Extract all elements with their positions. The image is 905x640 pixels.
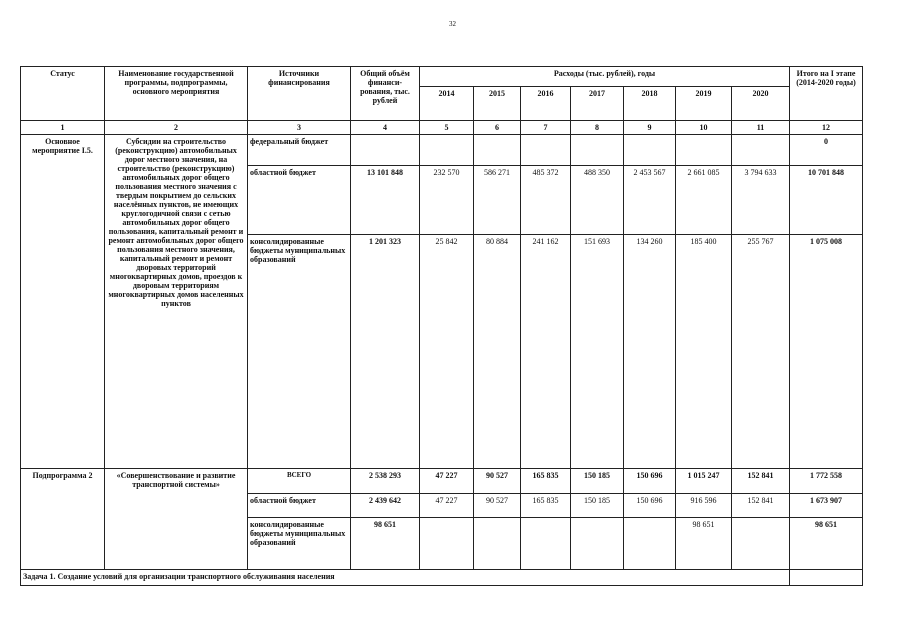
year-cell (474, 518, 521, 570)
year-cell: 134 260 (624, 235, 676, 469)
source-cell: ВСЕГО (248, 469, 351, 494)
header-year: 2015 (474, 87, 521, 121)
page-number: 32 (449, 20, 456, 28)
header-sources: Источники финансирования (248, 67, 351, 121)
stage-cell: 98 651 (790, 518, 863, 570)
year-cell: 488 350 (571, 166, 624, 235)
header-total-volume: Общий объём финанси- рования, тыс. рублей (351, 67, 420, 121)
year-cell: 2 661 085 (676, 166, 732, 235)
year-cell: 80 884 (474, 235, 521, 469)
year-cell: 150 185 (571, 469, 624, 494)
year-cell: 241 162 (521, 235, 571, 469)
total-cell (351, 135, 420, 166)
year-cell: 586 271 (474, 166, 521, 235)
year-cell: 151 693 (571, 235, 624, 469)
year-cell: 916 596 (676, 494, 732, 518)
year-cell (420, 518, 474, 570)
stage-cell: 1 075 008 (790, 235, 863, 469)
col-number: 4 (351, 121, 420, 135)
source-cell: консолидированные бюджеты муниципальных образований (248, 235, 351, 469)
year-cell: 98 651 (676, 518, 732, 570)
year-cell: 90 527 (474, 494, 521, 518)
col-number: 2 (105, 121, 248, 135)
year-cell: 150 696 (624, 494, 676, 518)
year-cell (676, 135, 732, 166)
stage-cell: 0 (790, 135, 863, 166)
year-cell: 47 227 (420, 494, 474, 518)
measure-name: Субсидии на строительство (реконструкцию) автомобильных дорог местного значения, на строительство (реконструкцию) автомобильных дорог общего пользования местного значения с твердым покрытием до сельских населённых пунктов, не имеющих круглогодичной связи с сетью автомобильных дорог общего пользования, капитальный ремонт и ремонт автомобильных дорог общего пользования местного значения, капитальный ремонт и ремонт дворовых территорий многоквартирных домов, проездов к дворовым территориям многоквартирных домов населенных пунктов (105, 135, 248, 469)
table-row (21, 135, 863, 166)
empty-cell (790, 570, 863, 586)
col-number: 12 (790, 121, 863, 135)
col-number: 3 (248, 121, 351, 135)
stage-cell: 1 673 907 (790, 494, 863, 518)
year-cell (571, 135, 624, 166)
header-year: 2019 (676, 87, 732, 121)
stage-cell: 1 772 558 (790, 469, 863, 494)
year-cell: 25 842 (420, 235, 474, 469)
header-year: 2020 (732, 87, 790, 121)
col-number: 10 (676, 121, 732, 135)
header-year: 2017 (571, 87, 624, 121)
year-cell: 485 372 (521, 166, 571, 235)
total-cell: 1 201 323 (351, 235, 420, 469)
year-cell: 2 453 567 (624, 166, 676, 235)
year-cell (474, 135, 521, 166)
total-cell: 2 439 642 (351, 494, 420, 518)
total-cell: 13 101 848 (351, 166, 420, 235)
year-cell (571, 518, 624, 570)
col-number: 9 (624, 121, 676, 135)
year-cell: 90 527 (474, 469, 521, 494)
year-cell: 47 227 (420, 469, 474, 494)
source-cell: областной бюджет (248, 494, 351, 518)
col-number: 8 (571, 121, 624, 135)
year-cell: 165 835 (521, 469, 571, 494)
header-year: 2016 (521, 87, 571, 121)
year-cell (624, 518, 676, 570)
year-cell: 150 185 (571, 494, 624, 518)
year-cell: 255 767 (732, 235, 790, 469)
header-status: Статус (21, 67, 105, 121)
col-number: 1 (21, 121, 105, 135)
year-cell: 165 835 (521, 494, 571, 518)
year-cell: 1 015 247 (676, 469, 732, 494)
header-year: 2014 (420, 87, 474, 121)
col-number: 6 (474, 121, 521, 135)
header-total-stage: Итого на I этапе (2014-2020 годы) (790, 67, 863, 121)
year-cell: 185 400 (676, 235, 732, 469)
source-cell: консолидированные бюджеты муниципальных образований (248, 518, 351, 570)
col-number: 5 (420, 121, 474, 135)
subprogram-name: «Совершенствование и развитие транспортной системы» (105, 469, 248, 570)
stage-cell: 10 701 848 (790, 166, 863, 235)
year-cell: 3 794 633 (732, 166, 790, 235)
year-cell (521, 135, 571, 166)
source-cell: федеральный бюджет (248, 135, 351, 166)
total-cell: 2 538 293 (351, 469, 420, 494)
budget-table (20, 66, 863, 586)
year-cell (521, 518, 571, 570)
measure-status: Основное мероприятие I.5. (21, 135, 105, 469)
total-cell: 98 651 (351, 518, 420, 570)
year-cell: 152 841 (732, 469, 790, 494)
col-number: 11 (732, 121, 790, 135)
col-number: 7 (521, 121, 571, 135)
table-row (21, 570, 863, 586)
year-cell: 152 841 (732, 494, 790, 518)
subprogram-status: Подпрограмма 2 (21, 469, 105, 570)
task-heading: Задача 1. Создание условий для организации транспортного обслуживания населения (21, 570, 790, 586)
source-cell: областной бюджет (248, 166, 351, 235)
header-year: 2018 (624, 87, 676, 121)
header-name: Наименование государственной программы, подпрограммы, основного мероприятия (105, 67, 248, 121)
year-cell: 232 570 (420, 166, 474, 235)
year-cell (420, 135, 474, 166)
header-expenses: Расходы (тыс. рублей), годы (420, 67, 790, 87)
year-cell: 150 696 (624, 469, 676, 494)
table-row (21, 469, 863, 494)
year-cell (624, 135, 676, 166)
year-cell (732, 135, 790, 166)
year-cell (732, 518, 790, 570)
